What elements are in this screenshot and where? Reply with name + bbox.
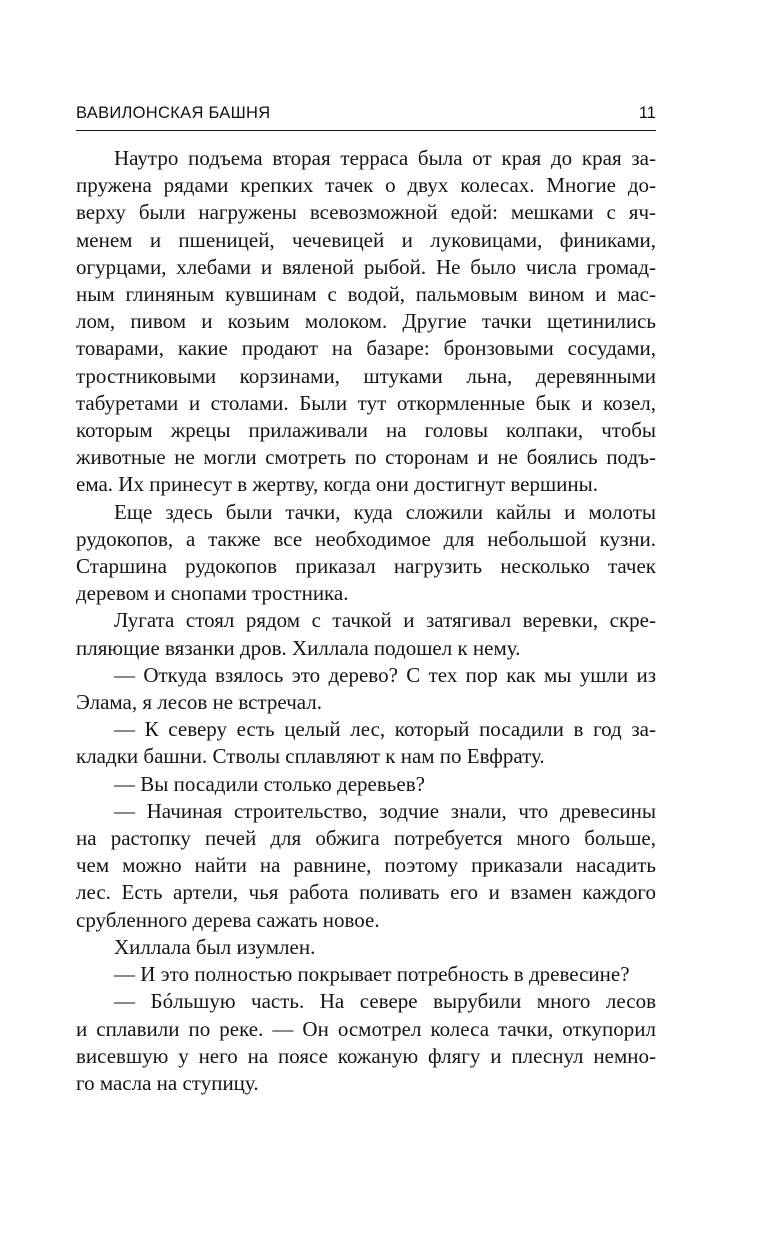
text-line: лес. Есть артели, чья работа поливать его и взамен каждого [76, 880, 656, 905]
text-line: го масла на ступицу. [76, 1070, 259, 1095]
dialogue-paragraph [76, 662, 656, 716]
text-line: верху были нагружены всевозможной едой: мешками с яч- [76, 200, 656, 225]
text-line: Еще здесь были тачки, куда сложили кайлы и молоты [114, 499, 656, 524]
text-line: чем можно найти на равнине, поэтому приказали насадить [76, 853, 656, 878]
text-line: и сплавили по реке. — Он осмотрел колеса тачки, откупорил [76, 1016, 656, 1041]
body-text [76, 145, 656, 1097]
text-line: Элама, я лесов не встречал. [76, 690, 323, 715]
dialogue-paragraph [76, 798, 656, 934]
text-line: висевшую у него на поясе кожаную флягу и плеснул немно- [76, 1043, 656, 1068]
text-line: ема. Их принесут в жертву, когда они достигнут вершины. [76, 472, 598, 497]
text-line: огурцами, хлебами и вяленой рыбой. Не было числа громад- [76, 254, 656, 279]
text-line: пружена рядами крепких тачек о двух колесах. Многие до- [76, 173, 656, 198]
dialogue-paragraph [76, 716, 656, 770]
text-line: табуретами и столами. Были тут откормленные бык и козел, [76, 390, 656, 415]
text-line: животные не могли смотреть по сторонам и не боялись подъ- [76, 445, 656, 470]
paragraph [76, 607, 656, 661]
text-line: пляющие вязанки дров. Хиллала подошел к нему. [76, 635, 521, 660]
text-line: на растопку печей для обжига потребуется много больше, [76, 826, 656, 851]
text-line: которым жрецы прилаживали на головы колпаки, чтобы [76, 418, 656, 443]
dialogue-paragraph [76, 771, 656, 798]
text-line: — Вы посадили столько деревьев? [114, 771, 425, 796]
text-line: — И это полностью покрывает потребность в древесине? [114, 962, 630, 987]
paragraph [76, 934, 656, 961]
text-line: Наутро подъема вторая терраса была от края до края за- [114, 146, 656, 170]
dialogue-paragraph [76, 988, 656, 1097]
text-line: — Бóльшую часть. На севере вырубили много лесов [114, 989, 656, 1014]
text-line: рудокопов, а также все необходимое для небольшой кузни. [76, 526, 656, 551]
paragraph [76, 145, 656, 499]
text-line: Старшина рудокопов приказал нагрузить несколько тачек [76, 554, 656, 579]
dialogue-paragraph [76, 961, 656, 988]
text-line: — Начиная строительство, зодчие знали, что древесины [114, 798, 656, 823]
header-rule [76, 130, 656, 131]
text-line: деревом и снопами тростника. [76, 581, 349, 606]
text-line: кладки башни. Стволы сплавляют к нам по Евфрату. [76, 744, 545, 769]
text-line: — Откуда взялось это дерево? С тех пор как мы ушли из [114, 662, 656, 687]
page-number: 11 [638, 104, 656, 122]
text-line: товарами, какие продают на базаре: бронзовыми сосудами, [76, 336, 656, 361]
running-header [76, 104, 656, 128]
text-line: Хиллала был изумлен. [114, 934, 316, 959]
text-line: Лугата стоял рядом с тачкой и затягивал веревки, скре- [114, 608, 656, 633]
text-line: лом, пивом и козьим молоком. Другие тачки щетинились [76, 309, 656, 334]
text-line: менем и пшеницей, чечевицей и луковицами, финиками, [76, 227, 656, 252]
paragraph [76, 499, 656, 608]
text-line: — К северу есть целый лес, который посадили в год за- [114, 717, 656, 742]
text-line: срубленного дерева сажать новое. [76, 907, 380, 932]
running-title: ВАВИЛОНСКАЯ БАШНЯ [76, 104, 271, 122]
text-line: тростниковыми корзинами, штуками льна, деревянными [76, 363, 656, 388]
text-line: ным глиняным кувшинам с водой, пальмовым вином и мас- [76, 282, 656, 307]
